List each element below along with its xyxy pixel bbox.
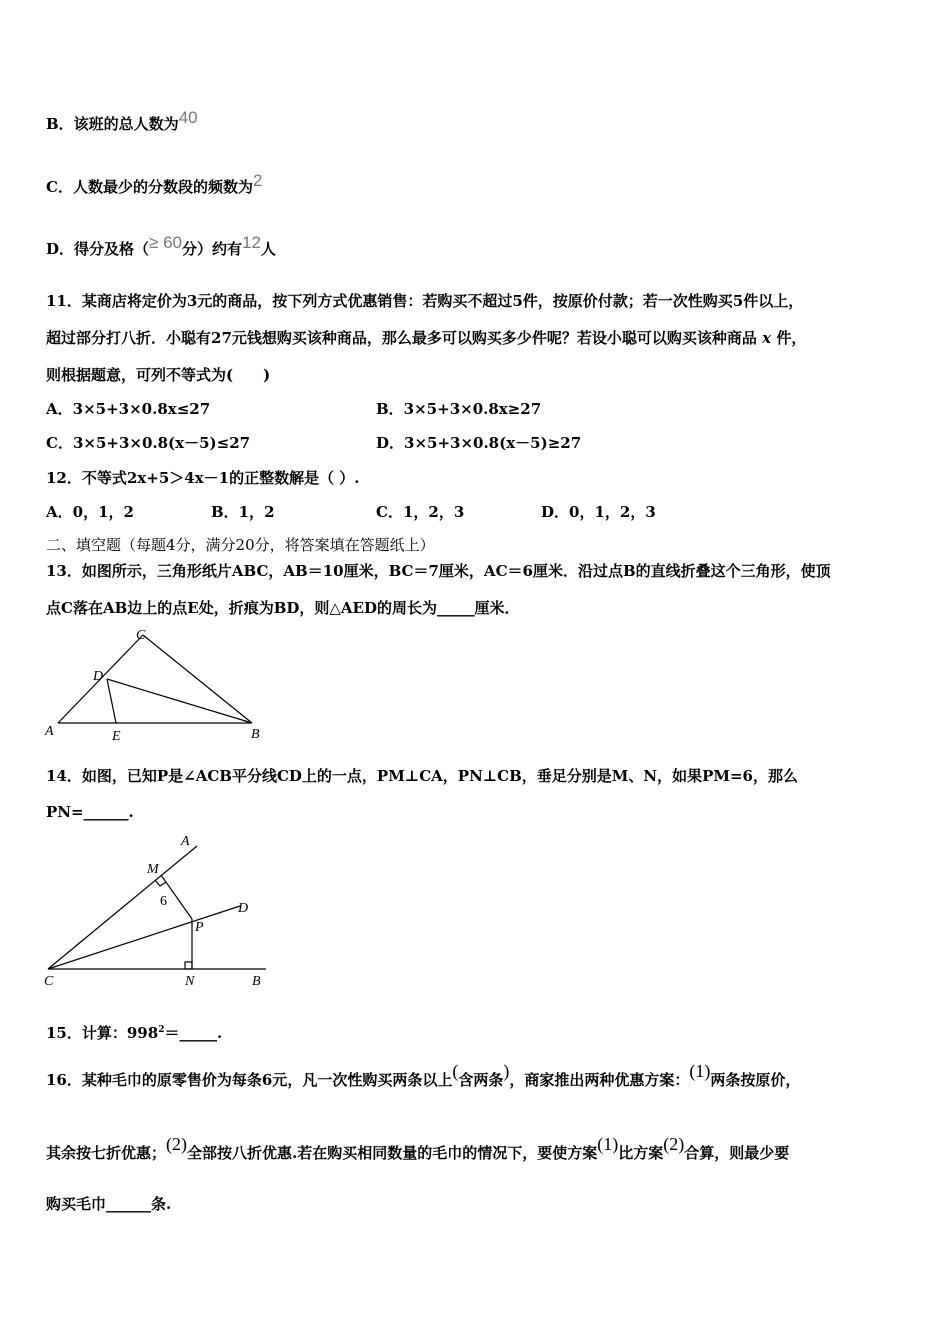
q16-line3: 购买毛巾______条. — [46, 1195, 172, 1213]
q16-line2: 其余按七折优惠；(2)全部按八折优惠.若在购买相同数量的毛巾的情况下，要使方案(1)比方案(2)合算，则最少要 — [46, 1134, 790, 1162]
label-b: B — [252, 974, 261, 989]
label-m: M — [147, 862, 159, 877]
section-heading: 二、填空题（每题4分，满分20分，将答案填在答题纸上） — [46, 536, 435, 554]
label-b: B — [251, 727, 260, 742]
q12-option-a: A．0，1，2 — [46, 503, 134, 521]
q12-option-d: D．0，1，2，3 — [541, 503, 656, 521]
label-d: D — [93, 669, 104, 684]
label-a: A — [45, 724, 54, 739]
math-value: 40 — [178, 108, 198, 127]
label-c: C — [136, 628, 146, 643]
q11-option-c: C．3×5+3×0.8(x－5)≤27 — [46, 434, 251, 452]
label-e: E — [112, 729, 121, 744]
q11-option-a: A．3×5+3×0.8x≤27 — [46, 400, 211, 418]
triangle-figure — [40, 622, 280, 747]
label-c: C — [44, 974, 54, 989]
q15: 15．计算：$998^2=\_\_\_\_\_$. — [46, 1024, 223, 1042]
q11-option-b: B．3×5+3×0.8x≥27 — [376, 400, 542, 418]
q12-option-b: B．1，2 — [211, 503, 275, 521]
q11-line2: 超过部分打八折．小聪有27元钱想购买该种商品，那么最多可以购买多少件呢？若设小聪可以购买该种商品 x 件， — [46, 329, 807, 347]
math-value: 12 — [242, 233, 261, 252]
option-d-q10: D．得分及格（≥ 60分）约有12人 — [46, 233, 276, 258]
q12-option-c: C．1，2，3 — [376, 503, 465, 521]
q11-option-d: D．3×5+3×0.8(x－5)≥27 — [376, 434, 582, 452]
label-n: N — [185, 974, 195, 989]
q12-stem: 12．不等式2x+5＞4x－1的正整数解是（ ）. — [46, 469, 360, 487]
option-b-q10: B．该班的总人数为40 — [46, 108, 198, 133]
option-c-q10: C．人数最少的分数段的频数为2 — [46, 171, 263, 196]
q11-line3: 则根据题意，可列不等式为( ) — [46, 366, 271, 384]
q11-line1: 11．某商店将定价为3元的商品，按下列方式优惠销售：若购买不超过5件，按原价付款；若一次性购买5件以上， — [46, 292, 804, 310]
math-value: 2 — [252, 171, 263, 190]
label-a: A — [181, 834, 190, 849]
label-six: 6 — [160, 894, 167, 909]
label-p: P — [195, 920, 204, 935]
q13-line1: 13．如图所示，三角形纸片ABC，AB＝10厘米，BC＝7厘米，AC＝6厘米．沿过点B的直线折叠这个三角形，使顶 — [46, 562, 831, 580]
q14-line2: PN=______. — [46, 803, 134, 821]
label-d: D — [238, 901, 249, 916]
math-cond: ≥ 60 — [149, 233, 182, 252]
q14-line1: 14．如图，已知P是∠ACB平分线CD上的一点，PM⊥CA，PN⊥CB，垂足分别是M、N，如果PM=6，那么 — [46, 767, 798, 785]
q13-line2: 点C落在AB边上的点E处，折痕为BD，则△AED的周长为_____厘米． — [46, 599, 520, 617]
q16-line1: 16．某种毛巾的原零售价为每条6元，凡一次性购买两条以上(含两条)，商家推出两种优惠方案：(1)两条按原价， — [46, 1061, 801, 1089]
angle-bisector-figure — [40, 828, 280, 993]
